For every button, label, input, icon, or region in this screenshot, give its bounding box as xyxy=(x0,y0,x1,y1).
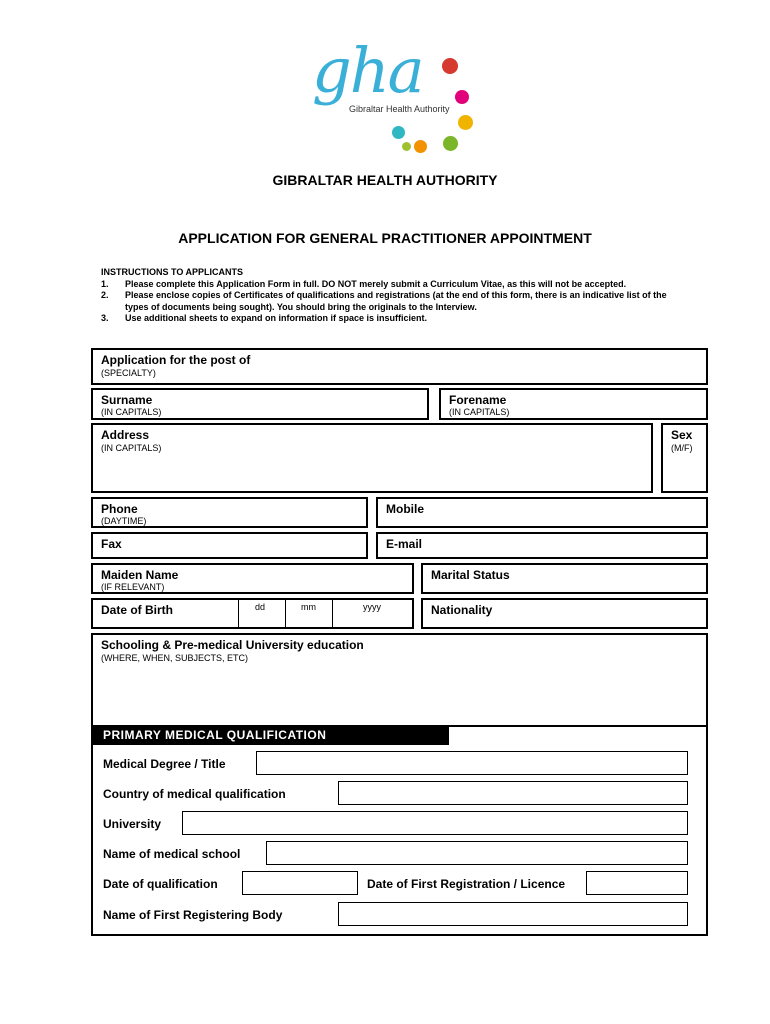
forename-sublabel: (IN CAPITALS) xyxy=(449,407,510,417)
email-label: E-mail xyxy=(386,537,423,551)
divider xyxy=(285,600,286,627)
organization-heading: GIBRALTAR HEALTH AUTHORITY xyxy=(272,172,498,188)
phone-label: Phone xyxy=(101,502,138,516)
post-label: Application for the post of xyxy=(101,353,251,367)
registering-body-label: Name of First Registering Body xyxy=(103,908,283,922)
medical-school-input[interactable] xyxy=(266,841,688,865)
logo-subtitle: Gibraltar Health Authority xyxy=(349,104,450,114)
sex-field[interactable] xyxy=(661,423,708,493)
maiden-name-sublabel: (IF RELEVANT) xyxy=(101,582,165,592)
country-label: Country of medical qualification xyxy=(103,787,286,801)
divider xyxy=(332,600,333,627)
address-sublabel: (IN CAPITALS) xyxy=(101,443,162,453)
fax-field[interactable] xyxy=(91,532,368,559)
date-of-qualification-input[interactable] xyxy=(242,871,358,895)
medical-degree-input[interactable] xyxy=(256,751,688,775)
university-label: University xyxy=(103,817,162,831)
address-label: Address xyxy=(101,428,150,442)
forename-field[interactable] xyxy=(439,388,708,420)
nationality-field[interactable] xyxy=(421,598,708,629)
form-title: APPLICATION FOR GENERAL PRACTITIONER APPOINTMENT xyxy=(178,230,592,246)
first-registration-label: Date of First Registration / Licence xyxy=(367,877,566,891)
phone-field[interactable] xyxy=(91,497,368,528)
instructions xyxy=(101,267,686,325)
instructions-heading: INSTRUCTIONS TO APPLICANTS xyxy=(101,267,244,277)
country-input[interactable] xyxy=(338,781,688,805)
maiden-name-label: Maiden Name xyxy=(101,568,179,582)
dob-month: mm xyxy=(301,602,316,612)
forename-label: Forename xyxy=(449,393,507,407)
surname-label: Surname xyxy=(101,393,153,407)
date-of-birth-field[interactable] xyxy=(91,598,414,629)
divider xyxy=(238,600,239,627)
logo-dot xyxy=(455,90,469,104)
sex-sublabel: (M/F) xyxy=(671,443,693,453)
logo-dot xyxy=(402,142,411,151)
registering-body-input[interactable] xyxy=(338,902,688,926)
post-sublabel: (SPECIALTY) xyxy=(101,368,156,378)
logo-dot xyxy=(442,58,458,74)
logo-dot xyxy=(414,140,427,153)
first-registration-input[interactable] xyxy=(586,871,688,895)
mobile-field[interactable] xyxy=(376,497,708,528)
dob-day: dd xyxy=(255,602,266,612)
maiden-name-field[interactable] xyxy=(91,563,414,594)
qualification-banner: PRIMARY MEDICAL QUALIFICATION xyxy=(92,726,449,745)
medical-degree-label: Medical Degree / Title xyxy=(103,757,226,771)
schooling-label: Schooling & Pre-medical University education xyxy=(101,638,364,652)
instruction-item: 3. Use additional sheets to expand on information if space is insufficient. xyxy=(101,313,428,324)
surname-sublabel: (IN CAPITALS) xyxy=(101,407,162,417)
marital-status-label: Marital Status xyxy=(431,568,510,582)
phone-sublabel: (DAYTIME) xyxy=(101,516,147,526)
dob-year: yyyy xyxy=(363,602,381,612)
logo-dot xyxy=(443,136,458,151)
post-field[interactable] xyxy=(91,348,708,385)
date-of-birth-label: Date of Birth xyxy=(101,603,173,617)
university-input[interactable] xyxy=(182,811,688,835)
address-field[interactable] xyxy=(91,423,653,493)
divider xyxy=(412,600,413,627)
medical-school-label: Name of medical school xyxy=(103,847,241,861)
email-field[interactable] xyxy=(376,532,708,559)
fax-label: Fax xyxy=(101,537,122,551)
date-of-qualification-label: Date of qualification xyxy=(103,877,218,891)
instruction-item: 1. Please complete this Application Form in full. DO NOT merely submit a Curriculum Vitae, as this will not be accepted. xyxy=(101,278,627,289)
logo-dot xyxy=(392,126,405,139)
nationality-label: Nationality xyxy=(431,603,493,617)
logo-dot xyxy=(458,115,473,130)
schooling-sublabel: (WHERE, WHEN, SUBJECTS, ETC) xyxy=(101,653,249,663)
mobile-label: Mobile xyxy=(386,502,424,516)
marital-status-field[interactable] xyxy=(421,563,708,594)
logo-wordmark: gha xyxy=(312,34,423,107)
schooling-field[interactable] xyxy=(91,633,708,727)
surname-field[interactable] xyxy=(91,388,429,420)
instruction-item: 2. Please enclose copies of Certificates of qualifications and registrations (at the end of this form, there is an indicative list of the types of documents being sought). You should bring the originals to the Interview. xyxy=(101,290,667,312)
sex-label: Sex xyxy=(671,428,693,442)
